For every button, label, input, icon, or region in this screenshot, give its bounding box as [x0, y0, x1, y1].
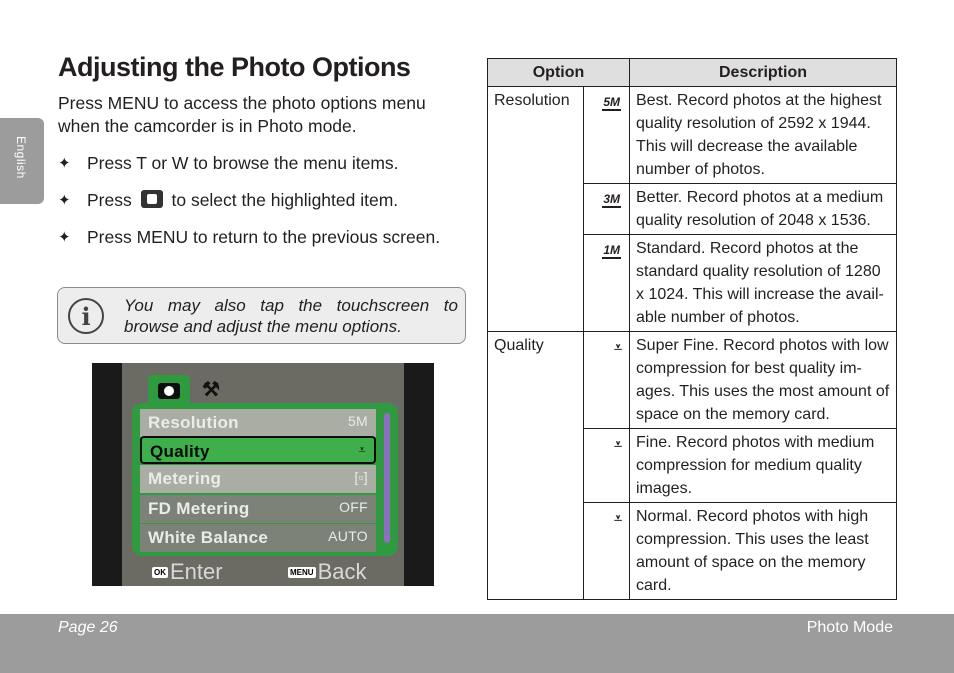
header-description: Description: [630, 59, 897, 87]
language-tab: [0, 118, 44, 204]
camera-screen-image: [92, 363, 434, 586]
description-cell: Super Fine. Record photos with low compression for best quality im-ages. This uses the most amount of space on the memory card.: [630, 332, 897, 429]
resolution-1m-icon: 1M: [584, 235, 630, 332]
enter-softkey: OK Enter: [154, 559, 223, 584]
menu-row-white-balance: White Balance AUTO: [140, 524, 376, 552]
screen-menu: [132, 403, 398, 556]
menu-row-resolution: Resolution 5M: [140, 409, 376, 437]
fine-icon: ⩡: [584, 429, 630, 503]
star-bullet-icon: ✦: [58, 229, 71, 246]
info-icon: i: [68, 298, 104, 334]
resolution-3m-icon: 3M: [584, 184, 630, 235]
list-item: ✦ Press T or W to browse the menu items.: [58, 153, 399, 173]
instruction-list: [58, 152, 468, 263]
description-cell: Normal. Record photos with high compression. This uses the least amount of space on the memory card.: [630, 503, 897, 600]
description-cell: Fine. Record photos with medium compression for medium quality images.: [630, 429, 897, 503]
metering-icon: [▫]: [354, 469, 368, 485]
super-fine-icon: ⩡: [584, 332, 630, 429]
option-name: Resolution: [488, 87, 584, 332]
quality-icon: ⩡: [358, 442, 366, 457]
star-bullet-icon: ✦: [58, 155, 71, 172]
softkey-bar: [122, 559, 404, 586]
page-footer: [0, 614, 954, 673]
menu-row-fd-metering: FD Metering OFF: [140, 495, 376, 523]
header-option: Option: [488, 59, 630, 87]
tools-icon: ⚒: [202, 379, 220, 401]
section-name: Photo Mode: [806, 619, 893, 636]
table-header-row: [488, 59, 897, 87]
option-name: Quality: [488, 332, 584, 600]
options-table: [487, 58, 897, 600]
intro-paragraph: Press MENU to access the photo options menu when the camcorder is in Photo mode.: [58, 93, 426, 136]
camera-icon: [158, 383, 180, 399]
menu-row-metering: Metering [▫]: [140, 465, 376, 493]
list-item: ✦ Press to select the highlighted item.: [58, 190, 399, 210]
menu-row-quality: Quality ⩡: [140, 436, 376, 464]
table-row: [488, 332, 897, 429]
normal-icon: ⩡: [584, 503, 630, 600]
screen-scrollbar: [384, 413, 390, 543]
description-cell: Better. Record photos at a medium quality resolution of 2048 x 1536.: [630, 184, 897, 235]
resolution-5m-icon: 5M: [584, 87, 630, 184]
star-bullet-icon: ✦: [58, 192, 71, 209]
page-number: Page 26: [58, 619, 118, 636]
description-cell: Best. Record photos at the highest quality resolution of 2592 x 1944. This will decrease the available number of photos.: [630, 87, 897, 184]
language-tab-label: English: [14, 136, 28, 179]
note-box: [57, 287, 466, 344]
list-item: ✦ Press MENU to return to the previous screen.: [58, 227, 441, 247]
table-row: [488, 87, 897, 184]
note-text: You may also tap the touchscreen to browse and adjust the menu options.: [124, 296, 458, 336]
ok-button-icon: [141, 190, 163, 208]
page-title: Adjusting the Photo Options: [58, 52, 411, 82]
description-cell: Standard. Record photos at the standard quality resolution of 1280 x 1024. This will increase the avail-able number of photos.: [630, 235, 897, 332]
back-softkey: MENU Back: [290, 559, 367, 584]
